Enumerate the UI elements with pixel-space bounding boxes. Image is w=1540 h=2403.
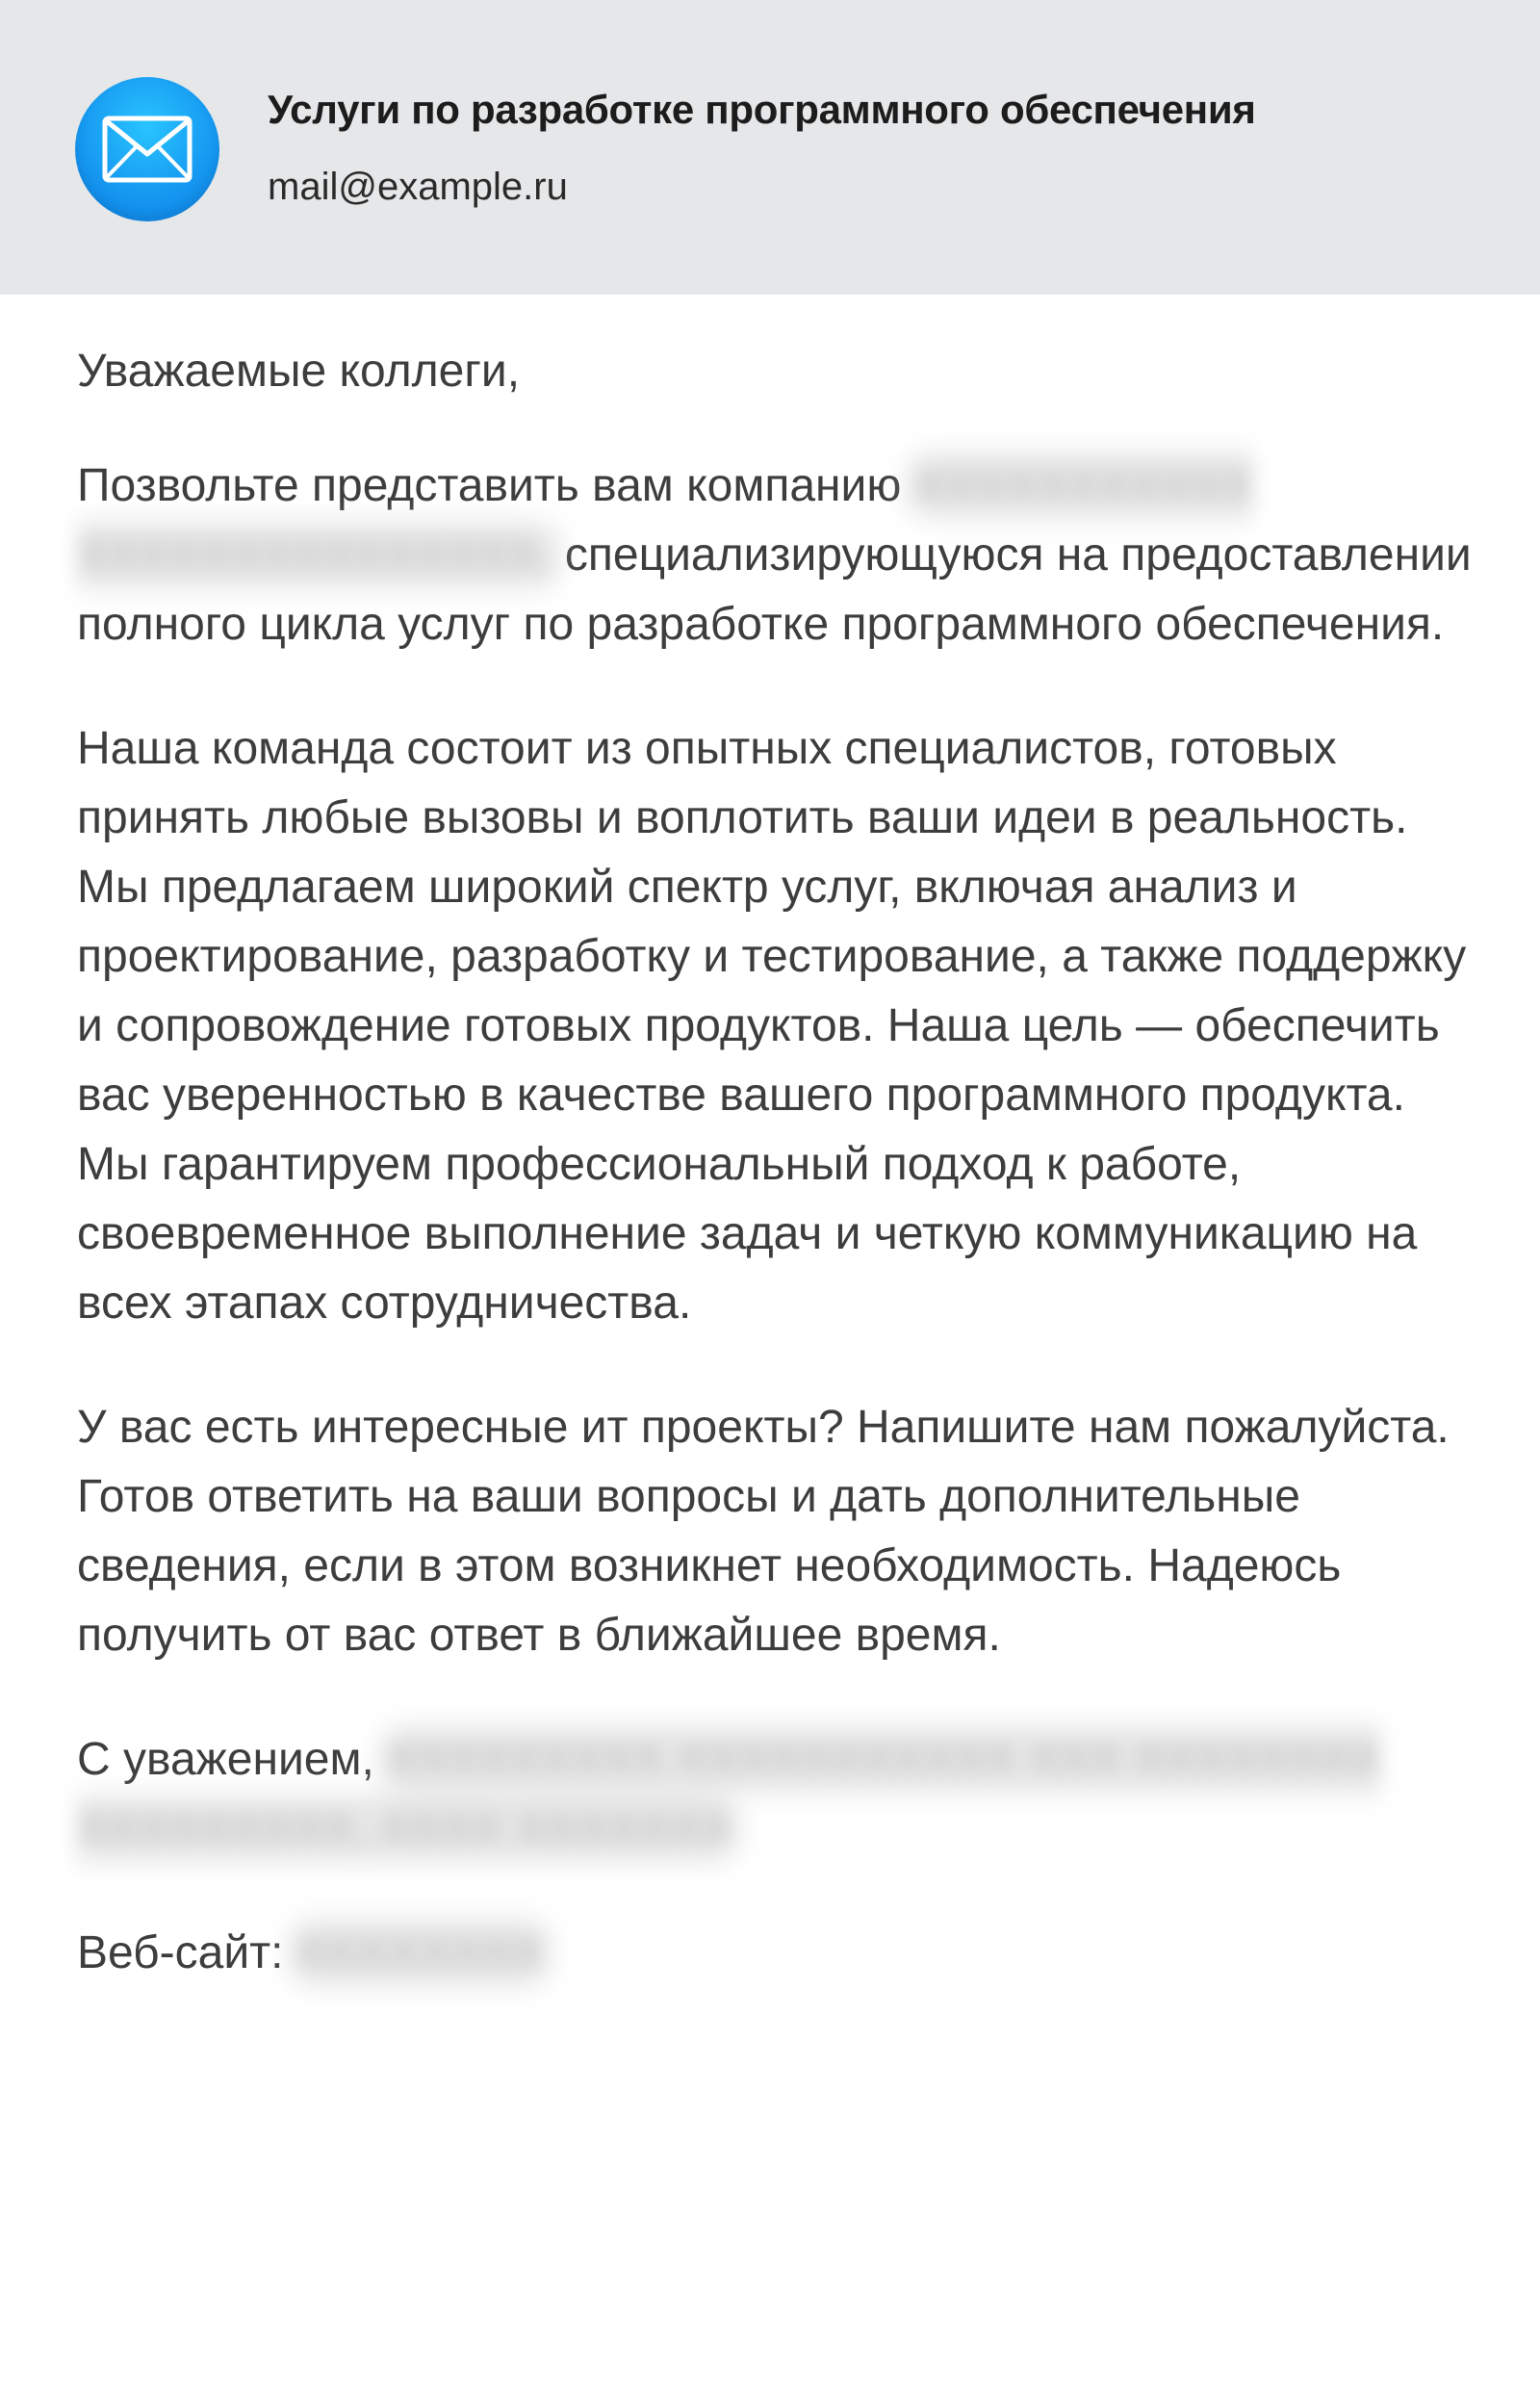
signature-paragraph bbox=[77, 1725, 1482, 1864]
intro-text-before: Позвольте представить вам компанию bbox=[77, 460, 902, 511]
website-label: Веб-сайт: bbox=[77, 1927, 284, 1978]
email-body bbox=[77, 337, 1482, 2043]
sender-email[interactable]: mail@example.ru bbox=[268, 166, 568, 208]
signoff: С уважением, bbox=[77, 1734, 374, 1785]
mail-envelope-icon bbox=[75, 77, 219, 221]
sender-name: Услуги по разработке программного обеспечения bbox=[268, 87, 1256, 132]
redacted-signature: XXXXXXXXX XXXXXXXXXXX XXX XXXXXXXX XXXXXXXXX, XXXX XXXXXXX bbox=[77, 1734, 1381, 1854]
intro-text-after: специализирующуюся на предоставлении полного цикла услуг по разработке программного обеспечения. bbox=[77, 530, 1472, 650]
website-paragraph bbox=[77, 1919, 1482, 1988]
redacted-website-link[interactable]: XXXXXXXX bbox=[295, 1927, 543, 1978]
intro-paragraph bbox=[77, 452, 1482, 659]
redacted-company-name: XXXXXXXXXXX XXXXXXXXXXXXXXX, bbox=[77, 460, 1253, 581]
cta-paragraph: У вас есть интересные ит проекты? Напишите нам пожалуйста. Готов ответить на ваши вопросы и дать дополнительные сведения, если в этом возникнет необходимость. Надеюсь получить от вас ответ в ближайшее время. bbox=[77, 1402, 1450, 1661]
greeting: Уважаемые коллеги, bbox=[77, 346, 521, 397]
team-paragraph: Наша команда состоит из опытных специалистов, готовых принять любые вызовы и воплотить ваши идеи в реальность. Мы предлагаем широкий спектр услуг, включая анализ и проектирование, разработку и тестирование, а также поддержку и сопровождение готовых продуктов. Наша цель — обеспечить вас уверенностью в качестве вашего программного продукта. Мы гарантируем профессиональный подход к работе, своевременное выполнение задач и четкую коммуникацию на всех этапах сотрудничества. bbox=[77, 723, 1467, 1329]
email-header bbox=[0, 0, 1540, 295]
